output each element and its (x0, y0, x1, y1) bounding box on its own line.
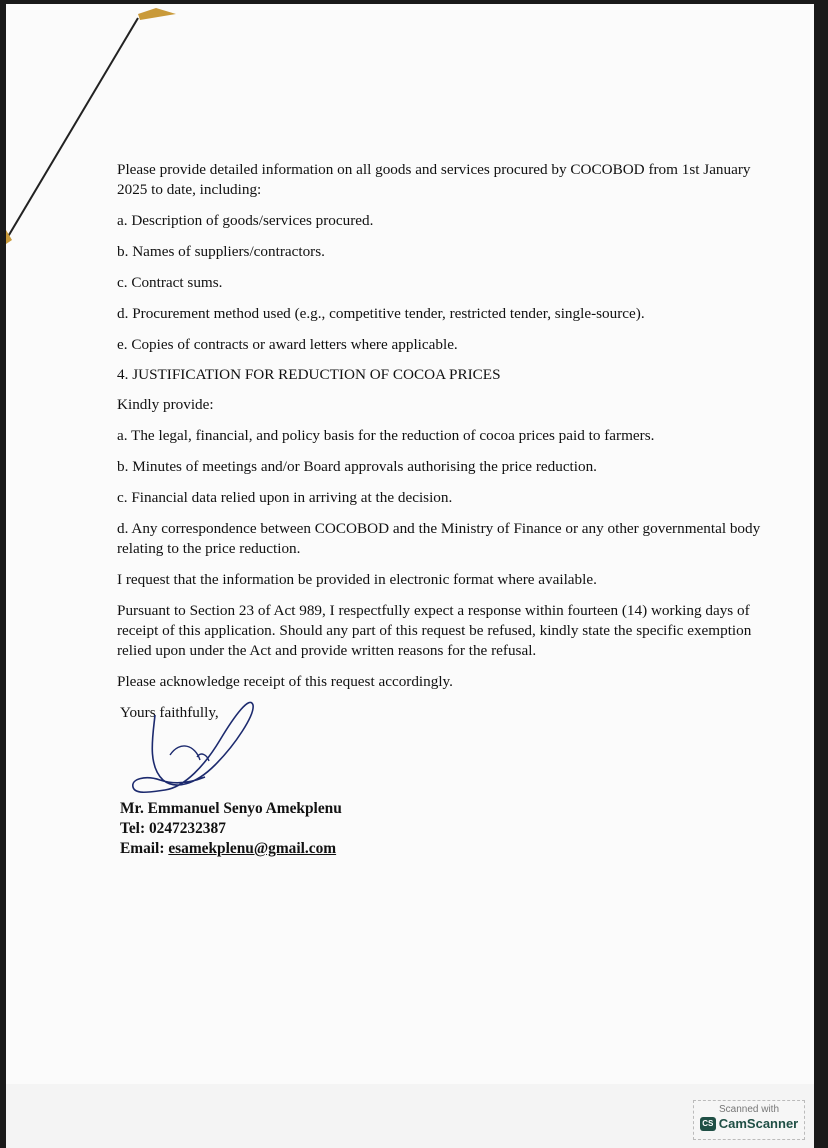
list-item: c. Contract sums. (117, 274, 223, 291)
signer-name: Mr. Emmanuel Senyo Amekplenu (120, 800, 342, 817)
kindly-provide: Kindly provide: (117, 396, 214, 413)
scanned-with-label: Scanned with (718, 1104, 780, 1115)
list-item: a. The legal, financial, and policy basis for the reduction of cocoa prices paid to farmers. (117, 427, 655, 444)
email-line (120, 839, 767, 859)
acknowledge-paragraph: Please acknowledge receipt of this request accordingly. (117, 673, 453, 690)
electronic-format-paragraph: I request that the information be provided in electronic format where available. (117, 571, 597, 588)
camscanner-watermark (693, 1100, 805, 1140)
email-label: Email: (120, 840, 169, 857)
letter-body (117, 160, 767, 859)
tel-label: Tel: (120, 820, 149, 837)
telephone-line (120, 819, 767, 839)
list-item: c. Financial data relied upon in arriving at the decision. (117, 489, 453, 506)
section-heading: 4. JUSTIFICATION FOR REDUCTION OF COCOA PRICES (117, 366, 501, 383)
list-item: b. Minutes of meetings and/or Board approvals authorising the price reduction. (117, 458, 597, 475)
intro-paragraph: Please provide detailed information on all goods and services procured by COCOBOD from 1st January 2025 to date, including: (117, 161, 751, 198)
camscanner-logo-icon: CS (700, 1117, 716, 1131)
closing-salutation: Yours faithfully, (120, 704, 219, 721)
camscanner-brand: CamScanner (718, 1116, 799, 1131)
pursuant-paragraph: Pursuant to Section 23 of Act 989, I respectfully expect a response within fourteen (14) working days of receipt of this application. Should any part of this request be refused, kindly state the specific exemption relied upon under the Act and provide written reasons for the refusal. (117, 602, 752, 659)
signature-block (117, 703, 767, 799)
email-link[interactable]: esamekplenu@gmail.com (168, 840, 337, 857)
list-item: d. Procurement method used (e.g., competitive tender, restricted tender, single-source). (117, 305, 645, 322)
list-item: d. Any correspondence between COCOBOD and the Ministry of Finance or any other governmental body relating to the price reduction. (117, 520, 761, 557)
list-item: e. Copies of contracts or award letters where applicable. (117, 336, 458, 353)
list-item: a. Description of goods/services procured. (117, 212, 374, 229)
handwritten-signature (125, 695, 265, 805)
document-page (6, 4, 814, 1144)
list-item: b. Names of suppliers/contractors. (117, 243, 325, 260)
tel-number: 0247232387 (148, 820, 226, 837)
